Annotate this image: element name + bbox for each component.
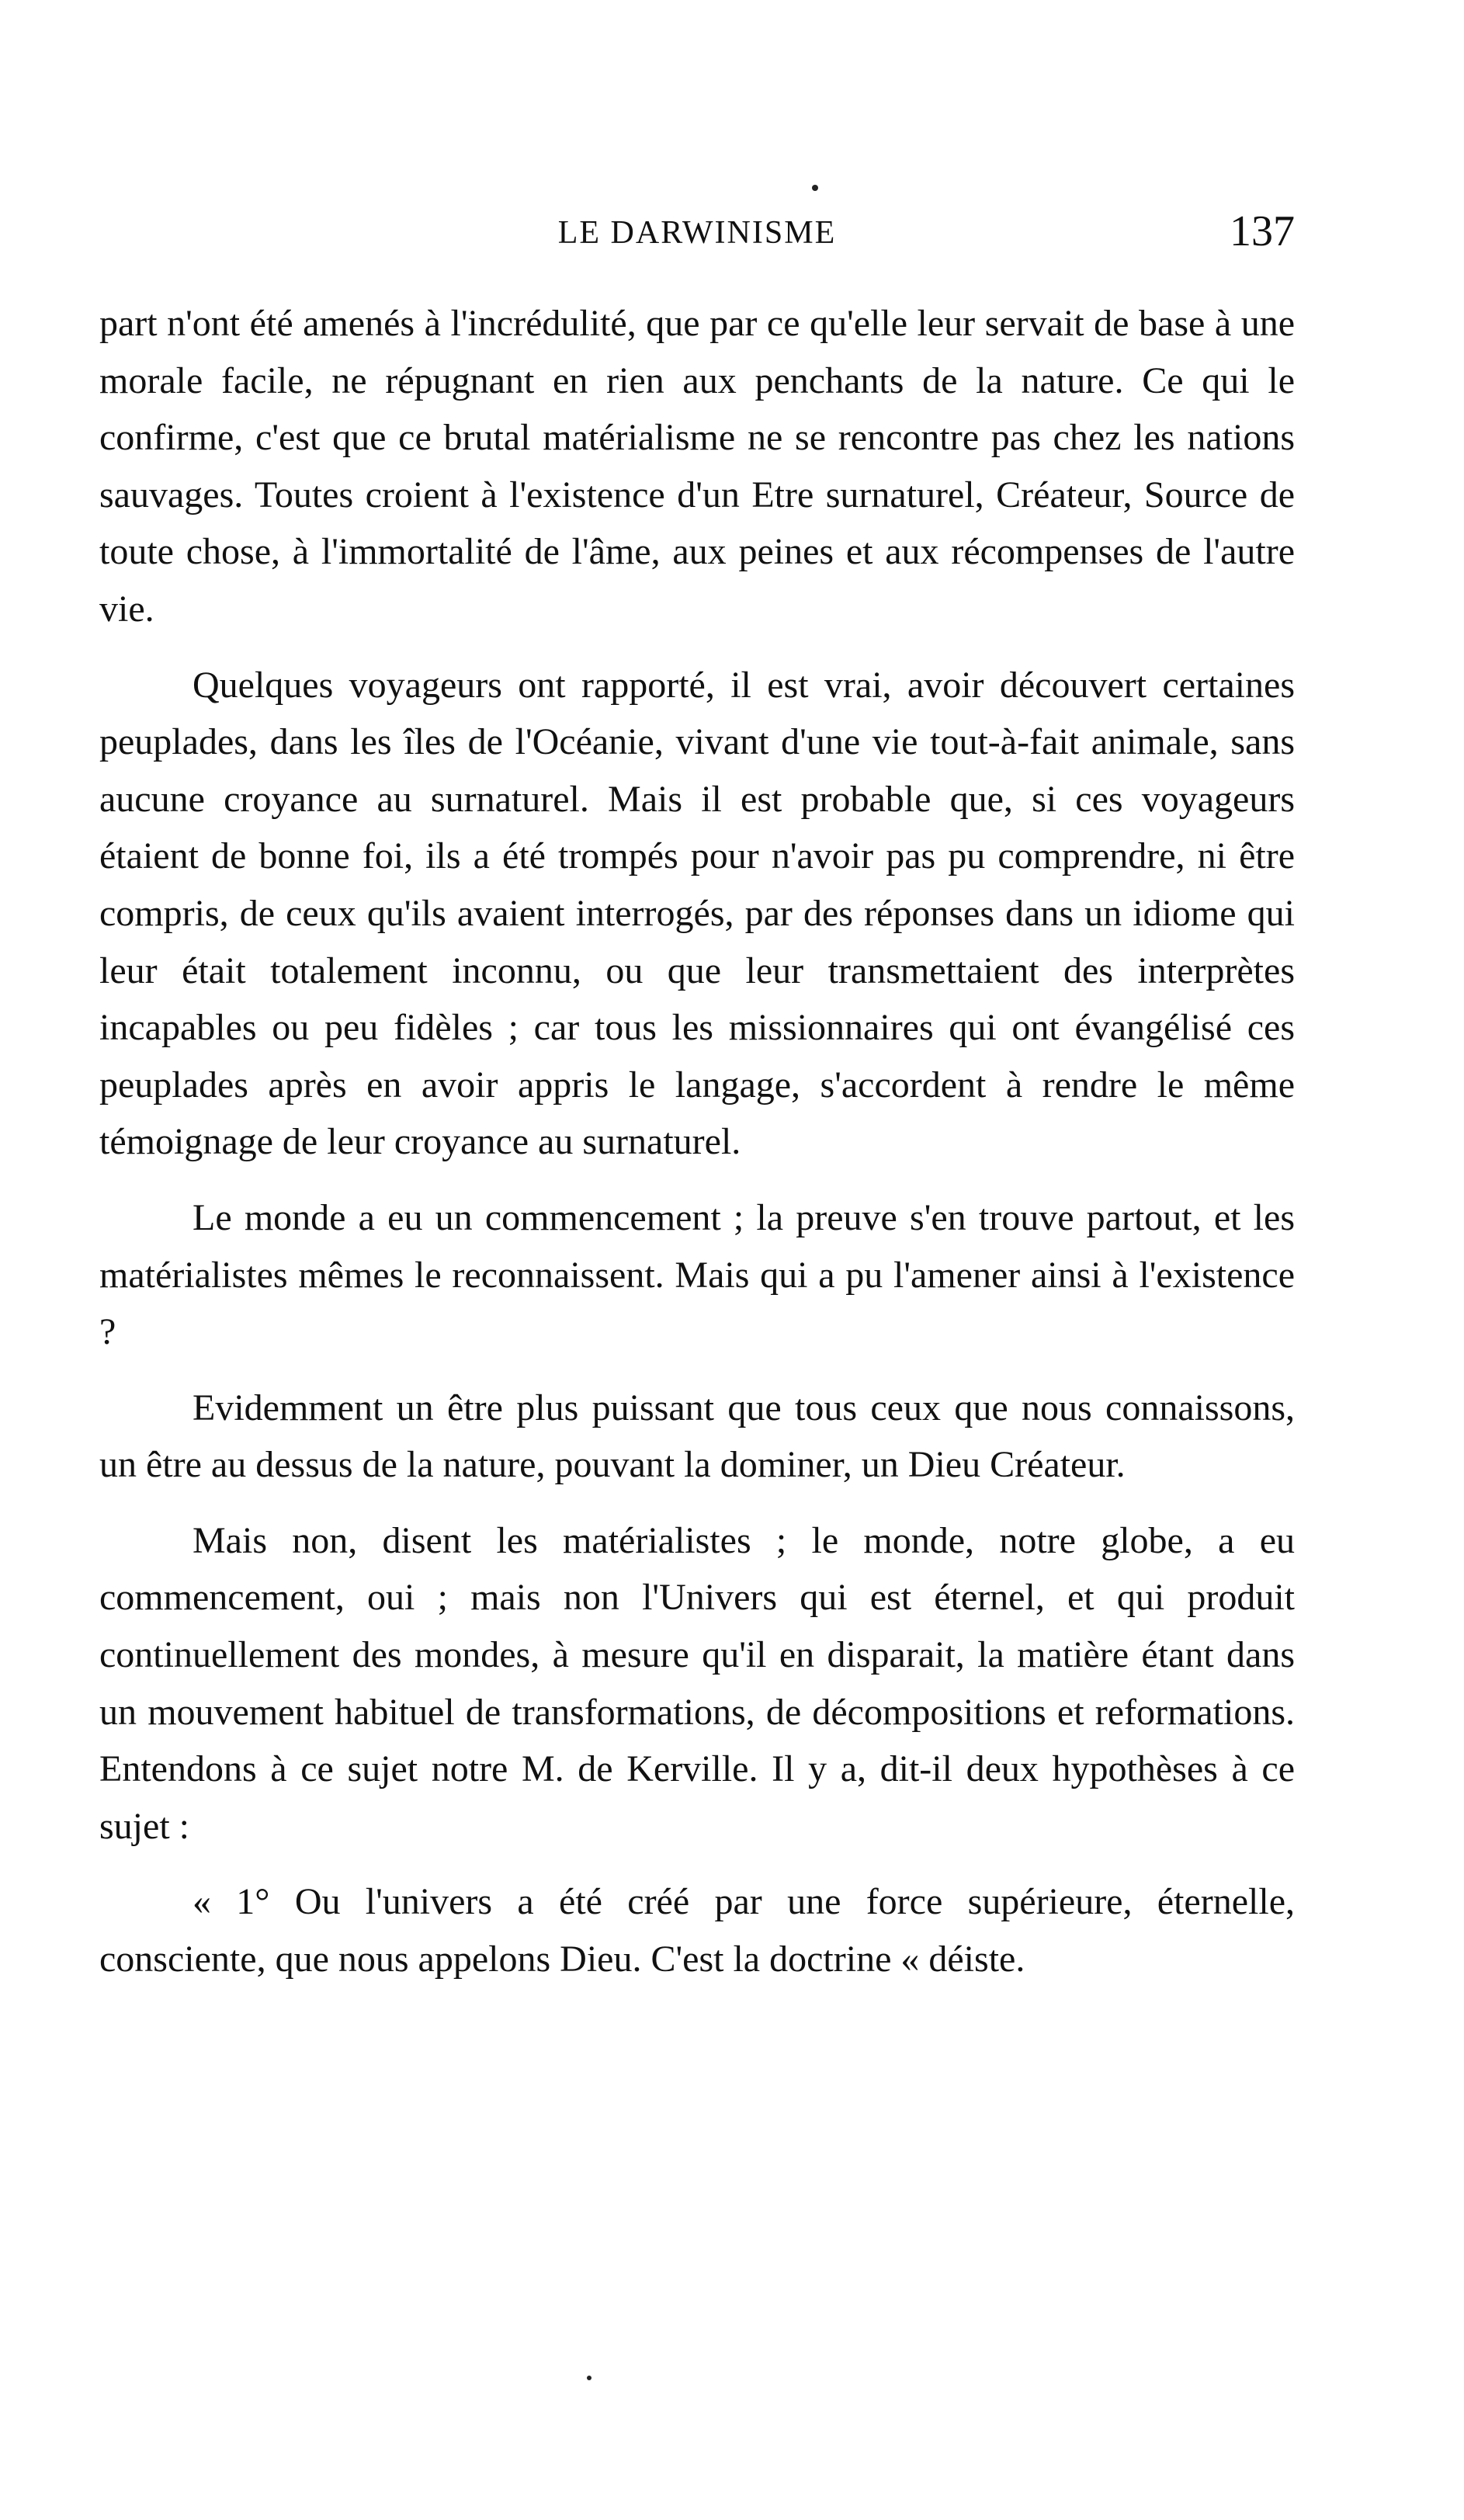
ink-speck (587, 2376, 591, 2380)
body-text (99, 295, 1295, 1988)
paragraph-3: Le monde a eu un commencement ; la preuve s'en trouve partout, et les matérialistes mêmes le reconnaissent. Mais qui a pu l'amener ainsi à l'existence ? (99, 1196, 1295, 1353)
running-head: LE DARWINISME (557, 215, 837, 251)
paragraph-1: part n'ont été amenés à l'incrédulité, que par ce qu'elle leur servait de base à une morale facile, ne répugnant en rien aux penchants de la nature. Ce qui le confirme, c'est que ce brutal matérialisme ne se rencontre pas chez les nations sauvages. Toutes croient à l'existence d'un Etre surnaturel, Créateur, Source de toute chose, à l'immortalité de l'âme, aux peines et aux récompenses de l'autre vie. (99, 303, 1295, 630)
page-number: 137 (1230, 207, 1295, 255)
ink-speck (812, 185, 818, 191)
quotation-paragraph: « 1° Ou l'univers a été créé par une force supérieure, éternelle, consciente, que nous appelons Dieu. C'est la doctrine « déiste. (99, 1881, 1295, 1980)
page-header (99, 207, 1295, 269)
paragraph-5: Mais non, disent les matérialistes ; le monde, notre globe, a eu commencement, oui ; mais non l'Univers qui est éternel, et qui produit continuellement des mondes, à mesure qu'il en disparait, la matière étant dans un mouvement habituel de transformations, de décompositions et reformations. Entendons à ce sujet notre M. de Kerville. Il y a, dit-il deux hypothèses à ce sujet : (99, 1519, 1295, 1847)
paragraph-2: Quelques voyageurs ont rapporté, il est vrai, avoir découvert certaines peuplades, dans les îles de l'Océanie, vivant d'une vie tout-à-fait animale, sans aucune croyance au surnaturel. Mais il est probable que, si ces voyageurs étaient de bonne foi, ils a été trompés pour n'avoir pas pu comprendre, ni être compris, de ceux qu'ils avaient interrogés, par des réponses dans un idiome qui leur était totalement inconnu, ou que leur transmettaient des interprètes incapables ou peu fidèles ; car tous les missionnaires qui ont évangélisé ces peuplades après en avoir appris le langage, s'accordent à rendre le même témoignage de leur croyance au surnaturel. (99, 664, 1295, 1163)
paragraph-4: Evidemment un être plus puissant que tous ceux que nous connaissons, un être au dessus de la nature, pouvant la dominer, un Dieu Créateur. (99, 1387, 1295, 1486)
